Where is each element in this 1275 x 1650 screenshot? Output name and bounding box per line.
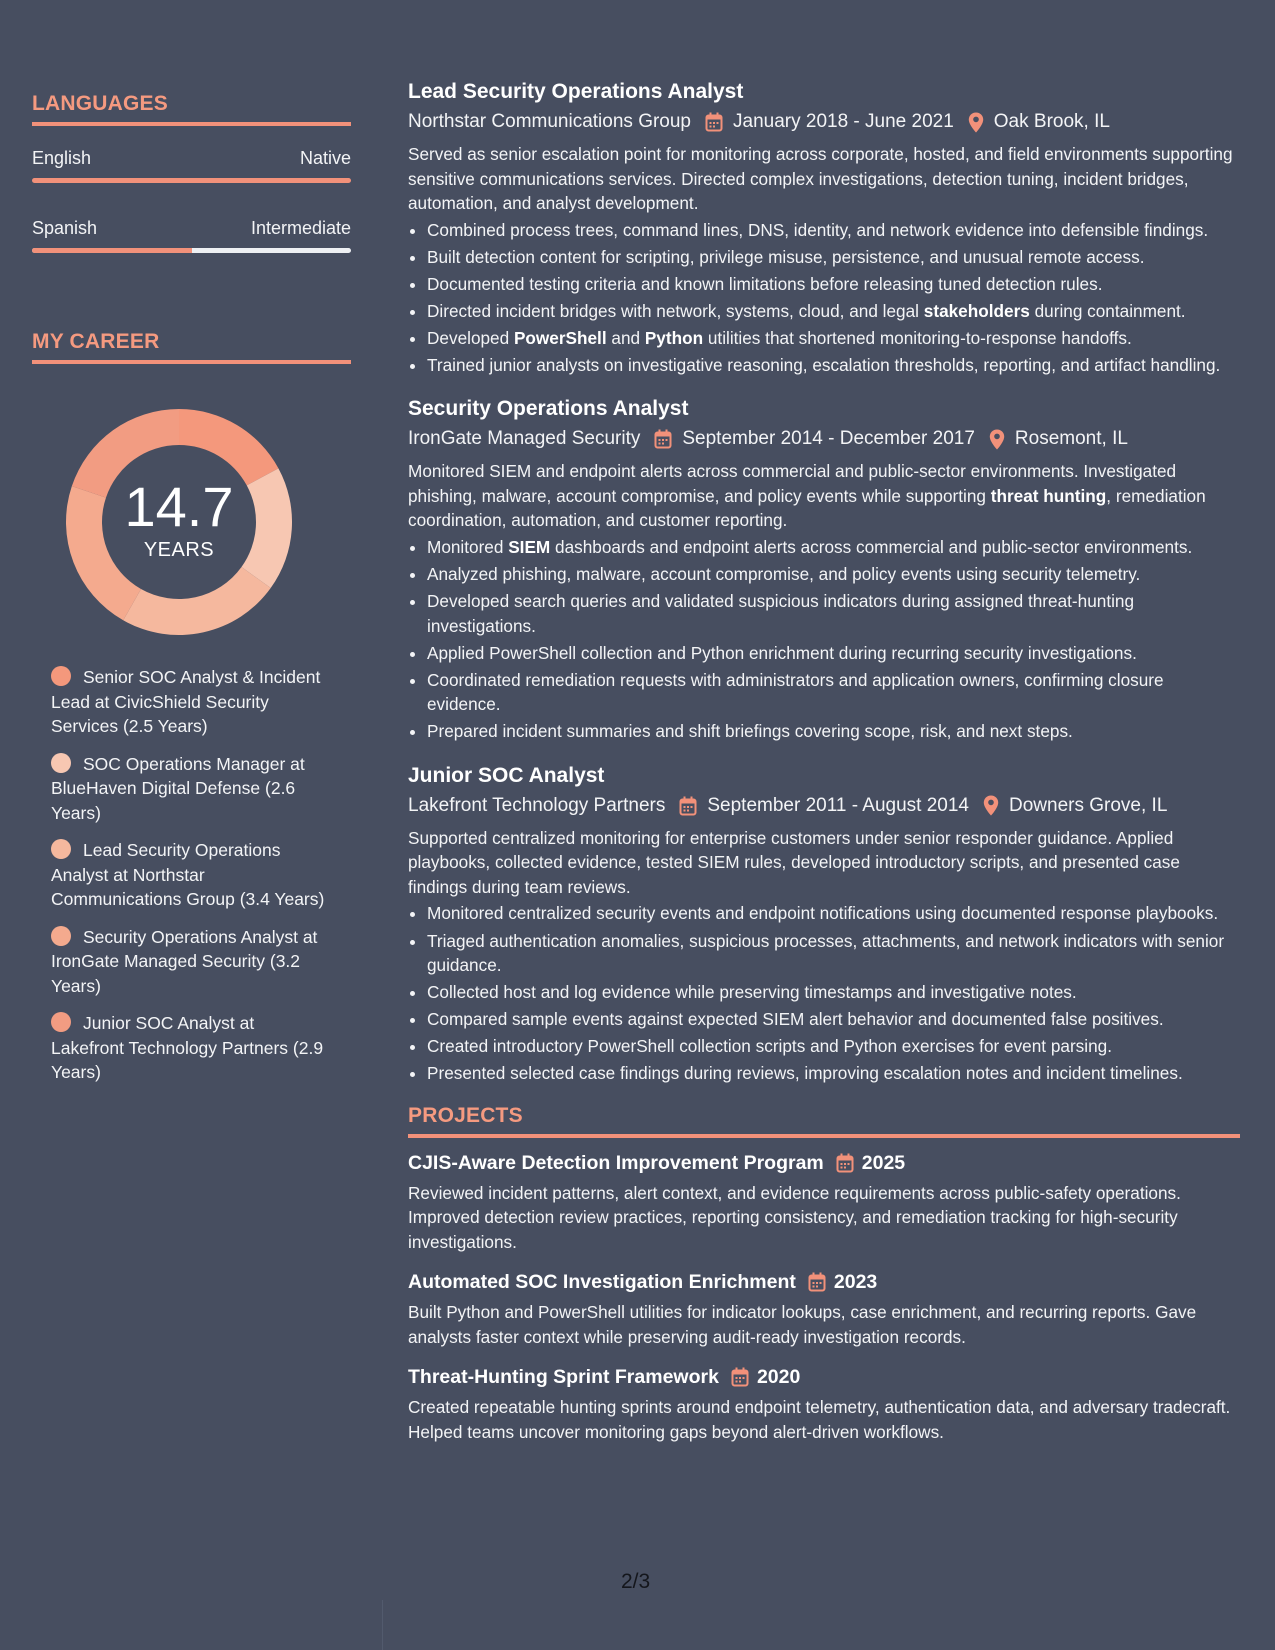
languages-title: LANGUAGES: [32, 92, 351, 126]
project-year: 2020: [756, 1366, 801, 1389]
text-run: Presented selected case findings during reviews, improving escalation notes and incident timelines.: [427, 1063, 1183, 1084]
career-legend-label: Security Operations Analyst at IronGate Managed Security (3.2 Years): [51, 926, 318, 996]
language-item: [32, 218, 351, 253]
project-item: [408, 1268, 1240, 1349]
calendar-icon: [731, 1367, 749, 1387]
project-item: [408, 1149, 1240, 1255]
project-description: Reviewed incident patterns, alert context, and evidence requirements across public-safety operations. Improved detection review practices, reporting consistency, and remediation tracking for high-security investigations.: [408, 1182, 1181, 1252]
emphasis-text: threat hunting: [990, 485, 1107, 506]
sidebar: [32, 92, 351, 1098]
job-summary: Supported centralized monitoring for enterprise customers under senior responder guidance. Applied playbooks, collected evidence, tested SIEM rules, developed introductory scripts, and presented case findings during team reviews.: [408, 827, 1180, 897]
bullet-item: [427, 668, 1240, 717]
column-divider: [382, 1600, 383, 1650]
emphasis-text: stakeholders: [923, 300, 1030, 321]
calendar-icon: [808, 1272, 826, 1292]
calendar-icon: [705, 112, 723, 132]
projects-section: [408, 1104, 1240, 1445]
text-run: during containment.: [1029, 300, 1186, 321]
text-run: Prepared incident summaries and shift briefings covering scope, risk, and next steps.: [427, 721, 1073, 742]
text-run: Monitored SIEM and endpoint alerts across commercial and public-sector environments. Investigated phishing, malware, account compromise, and policy events while supporting: [408, 461, 1177, 506]
career-legend-label: SOC Operations Manager at BlueHaven Digital Defense (2.6 Years): [51, 753, 305, 823]
calendar-icon: [654, 429, 672, 449]
project-item: [408, 1363, 1240, 1444]
job-location: Oak Brook, IL: [993, 111, 1110, 132]
text-run: and: [606, 327, 645, 348]
language-name: English: [32, 148, 92, 168]
text-run: Documented testing criteria and known limitations before releasing tuned detection rules.: [427, 273, 1103, 294]
map-pin-icon: [968, 112, 984, 133]
text-run: Combined process trees, command lines, DNS, identity, and network evidence into defensible findings.: [427, 219, 1209, 240]
bullet-item: [427, 589, 1240, 638]
job-bullets: [408, 535, 1240, 744]
language-item: [32, 148, 351, 183]
bullet-item: [427, 326, 1240, 351]
career-years-unit: YEARS: [143, 539, 215, 561]
legend-dot-icon: [51, 666, 71, 686]
project-description: Built Python and PowerShell utilities for indicator lookups, case enrichment, and recurring reports. Gave analysts faster context while preserving audit-ready investigation records.: [408, 1302, 1197, 1347]
career-legend: [51, 665, 331, 1085]
calendar-icon: [836, 1153, 854, 1173]
main-content: [408, 78, 1240, 1444]
career-legend-label: Junior SOC Analyst at Lakefront Technology Partners (2.9 Years): [51, 1013, 324, 1082]
text-run: Triaged authentication anomalies, suspicious processes, attachments, and network indicators with senior guidance.: [427, 930, 1225, 976]
career-total-years: 14.7: [124, 475, 234, 538]
career-legend-item: [51, 1011, 331, 1085]
experience-item: [408, 78, 1240, 377]
calendar-icon: [679, 796, 697, 816]
bullet-item: [427, 535, 1240, 560]
job-meta: [408, 108, 1240, 136]
job-dates: September 2011 - August 2014: [707, 794, 969, 816]
company-name: IronGate Managed Security: [408, 428, 641, 450]
career-legend-item: [51, 665, 331, 739]
job-meta: [408, 792, 1240, 820]
bullet-item: [427, 641, 1240, 666]
text-run: , remediation coordination, automation, and customer reporting.: [408, 485, 1206, 531]
text-run: Monitored: [427, 536, 509, 557]
legend-dot-icon: [51, 926, 71, 946]
job-dates: January 2018 - June 2021: [733, 111, 954, 132]
text-run: utilities that shortened monitoring-to-response handoffs.: [703, 327, 1132, 348]
text-run: Created introductory PowerShell collection scripts and Python exercises for event parsing.: [427, 1036, 1112, 1057]
career-legend-label: Lead Security Operations Analyst at Northstar Communications Group (3.4 Years): [51, 840, 325, 909]
text-run: Analyzed phishing, malware, account compromise, and policy events using security telemetry.: [427, 564, 1141, 585]
emphasis-text: Python: [644, 327, 704, 348]
career-title: MY CAREER: [32, 330, 351, 364]
experience-item: [408, 762, 1240, 1086]
career-legend-item: [51, 752, 331, 826]
bullet-item: [427, 1034, 1240, 1059]
language-proficiency-fill: [32, 248, 192, 253]
job-title: Security Operations Analyst: [408, 397, 689, 421]
text-run: Collected host and log evidence while preserving timestamps and investigative notes.: [427, 982, 1077, 1003]
project-name: CJIS-Aware Detection Improvement Program: [408, 1151, 824, 1174]
career-legend-label: Senior SOC Analyst & Incident Lead at CivicShield Security Services (2.5 Years): [51, 667, 321, 736]
text-run: Trained junior analysts on investigative reasoning, escalation thresholds, reporting, and artifact handling.: [427, 354, 1221, 375]
text-run: Developed search queries and validated suspicious indicators during assigned threat-hunting investigations.: [427, 591, 1135, 636]
job-location: Downers Grove, IL: [1009, 794, 1168, 816]
emphasis-text: SIEM: [508, 536, 551, 557]
bullet-item: [427, 1007, 1240, 1032]
text-run: Applied PowerShell collection and Python enrichment during recurring security investigations.: [427, 642, 1137, 663]
language-proficiency-bar: [32, 178, 351, 183]
language-proficiency-bar: [32, 248, 351, 253]
text-run: dashboards and endpoint alerts across commercial and public-sector environments.: [550, 536, 1193, 557]
bullet-item: [427, 272, 1240, 297]
job-title: Lead Security Operations Analyst: [408, 80, 744, 103]
job-dates: September 2014 - December 2017: [682, 428, 975, 450]
bullet-item: [427, 901, 1240, 926]
job-summary: [408, 459, 1240, 533]
experience-item: [408, 395, 1240, 743]
page-number: 2/3: [621, 1570, 651, 1593]
career-section: [32, 330, 351, 1085]
bullet-item: [427, 719, 1240, 744]
project-year: 2025: [861, 1151, 906, 1174]
job-location: Rosemont, IL: [1014, 428, 1128, 450]
language-level: Intermediate: [250, 218, 351, 238]
project-name: Automated SOC Investigation Enrichment: [408, 1271, 796, 1294]
language-proficiency-fill: [32, 178, 351, 183]
language-name: Spanish: [32, 218, 98, 238]
emphasis-text: PowerShell: [513, 327, 607, 348]
text-run: Directed incident bridges with network, systems, cloud, and legal: [427, 300, 924, 321]
legend-dot-icon: [51, 839, 71, 859]
bullet-item: [427, 929, 1240, 978]
text-run: Compared sample events against expected SIEM alert behavior and documented false positives.: [427, 1009, 1164, 1030]
map-pin-icon: [983, 795, 999, 816]
language-level: Native: [299, 148, 351, 168]
job-meta: [408, 425, 1240, 453]
career-legend-item: [51, 925, 331, 999]
job-summary: Served as senior escalation point for monitoring across corporate, hosted, and field environments supporting sensitive communications services. Directed complex investigations, detection tuning, incident bridges, automation, and analyst development.: [408, 144, 1233, 213]
text-run: Monitored centralized security events and endpoint notifications using documented response playbooks.: [427, 903, 1219, 924]
text-run: Built detection content for scripting, privilege misuse, persistence, and unusual remote access.: [427, 246, 1145, 267]
legend-dot-icon: [51, 1012, 71, 1032]
project-description: Created repeatable hunting sprints around endpoint telemetry, authentication data, and adversary tradecraft. Helped teams uncover monitoring gaps beyond alert-driven workflows.: [408, 1397, 1231, 1442]
project-year: 2023: [833, 1271, 878, 1294]
company-name: Northstar Communications Group: [408, 111, 691, 132]
career-donut-chart: [66, 409, 292, 635]
job-bullets: [408, 218, 1240, 378]
bullet-item: [427, 218, 1240, 243]
career-legend-item: [51, 838, 331, 912]
bullet-item: [427, 353, 1240, 378]
projects-title: PROJECTS: [408, 1104, 1240, 1138]
bullet-item: [427, 299, 1240, 324]
languages-section: [32, 92, 351, 253]
bullet-item: [427, 562, 1240, 587]
company-name: Lakefront Technology Partners: [408, 794, 666, 816]
job-bullets: [408, 901, 1240, 1085]
bullet-item: [427, 1061, 1240, 1086]
donut-center: [66, 409, 292, 635]
project-name: Threat-Hunting Sprint Framework: [408, 1366, 719, 1389]
map-pin-icon: [989, 429, 1005, 450]
text-run: Coordinated remediation requests with administrators and application owners, confirming closure evidence.: [427, 669, 1164, 715]
legend-dot-icon: [51, 753, 71, 773]
bullet-item: [427, 980, 1240, 1005]
job-title: Junior SOC Analyst: [408, 763, 605, 787]
bullet-item: [427, 245, 1240, 270]
text-run: Developed: [427, 327, 514, 348]
